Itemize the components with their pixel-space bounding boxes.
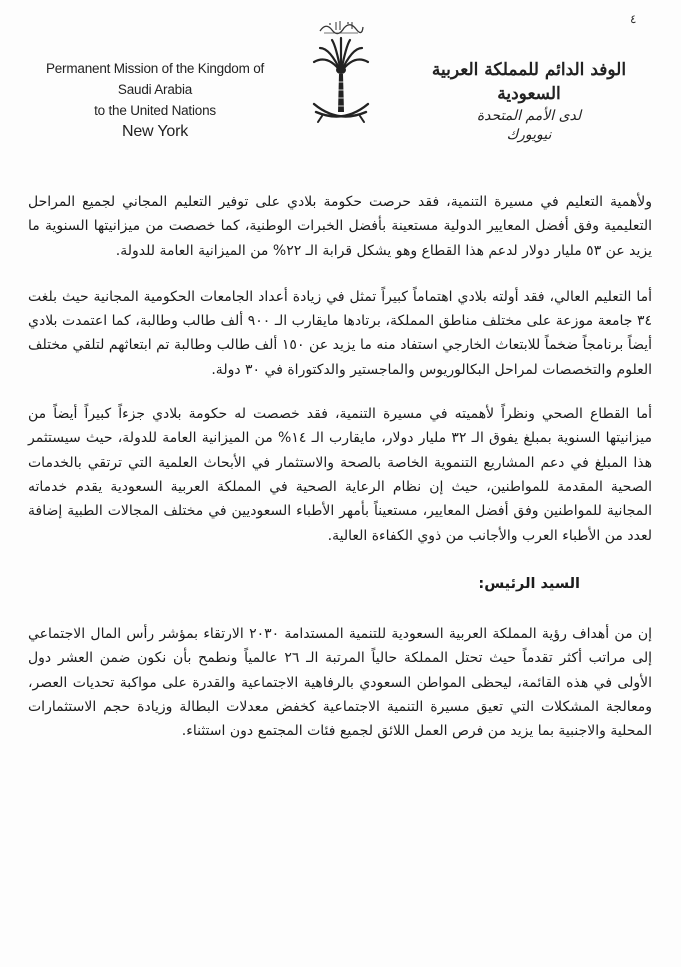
mission-en-line2: to the United Nations	[94, 103, 216, 118]
mission-ar-line1: الوفد الدائم للمملكة العربية السعودية	[431, 60, 627, 104]
mission-ar-line3: نيويورك	[506, 127, 552, 143]
paragraph-health-sector: أما القطاع الصحي ونظراً لأهميته في مسيرة التنمية، فقد خصصت له حكومة بلادي جزءاً كبيراً أيضاً من ميزانيتها السنوية بمبلغ يفوق الـ ٣٢ مليار دولار، مايقارب الـ ١٤% من الميزانية العامة للدولة، حيث سيستثمر هذا المبلغ في دعم المشاريع التنموية الخاصة بالصحة والاستثمار في الأبحاث العلمية التي ترتقي بالخدمات الصحية المقدمة للمواطنين، حيث إن نظام الرعاية الصحية في المملكة العربية السعودية يقدم خدماته المجانية للمواطنين وفق أفضل المعايير، مستعيناً بأمهر الأطباء السعوديين في مختلف المجالات الطبية إضافة لعدد من الأطباء العرب والأجانب من ذوي الكفاءة العالية.	[28, 406, 652, 544]
saudi-emblem-icon	[308, 12, 374, 132]
letterhead	[0, 0, 681, 158]
mission-en-line1: Permanent Mission of the Kingdom of Saudi Arabia	[45, 61, 265, 97]
page-number: ٤	[630, 12, 637, 26]
paragraph-higher-education: أما التعليم العالي، فقد أولته بلادي اهتماماً كبيراً تمثل في زيادة أعداد الجامعات الحكومية المجانية حيث بلغت ٣٤ جامعة موزعة على مختلف مناطق المملكة، برتادها مايقارب الـ ٩٠٠ ألف طالب وطالبة، كما اعتمدت بلادي أيضاً برنامجاً ضخماً للابتعاث الخارجي استفاد منه ما يزيد عن ١٥٠ ألف طالب وطالبة تم ابتعاثهم لتلقي مختلف العلوم والتخصصات لمراحل البكالوريوس والماجستير والدكتوراة في ٣٠ دولة.	[28, 288, 653, 378]
mission-en-line3: New York	[122, 123, 188, 140]
paragraph-vision-2030: إن من أهداف رؤية المملكة العربية السعودية للتنمية المستدامة ٢٠٣٠ الارتقاء بمؤشر رأس المال الاجتماعي إلى مراتب أكثر تقدماً حيث تحتل المملكة حالياً المرتبة الـ ٢٦ عالمياً ونطمح بأن نكون ضمن العشر دول الأولى في هذه القائمة، ليحظى المواطن السعودي بالرفاهية الاجتماعية والقدرة على مواكبة تحديات العصر، ومعالجة المشكلات التي تعيق مسيرة التنمية الاجتماعية كخفض معدلات البطالة وزيادة حجم الاستثمارات المحلية والاجنبية بما يزيد من فرص العمل اللائق لجميع فئات المجتمع دون استثناء.	[28, 626, 653, 740]
paragraph-education: ولأهمية التعليم في مسيرة التنمية، فقد حرصت حكومة بلادي على توفير التعليم المجاني لجميع المراحل التعليمية وفق أفضل المعايير الدولية مستعينة بأفضل الخبرات الوطنية، كما خصصت من ميزانيتها السنوية ما يزيد عن ٥٣ مليار دولار لدعم هذا القطاع وهو يشكل قرابة الـ ٢٢% من الميزانية العامة للدولة.	[28, 194, 652, 259]
mission-name-english	[40, 58, 270, 142]
section-heading: السيد الرئيس:	[478, 575, 580, 592]
document-body	[28, 190, 652, 744]
mission-ar-line2: لدى الأمم المتحدة	[476, 108, 582, 124]
mission-name-arabic	[410, 58, 648, 144]
